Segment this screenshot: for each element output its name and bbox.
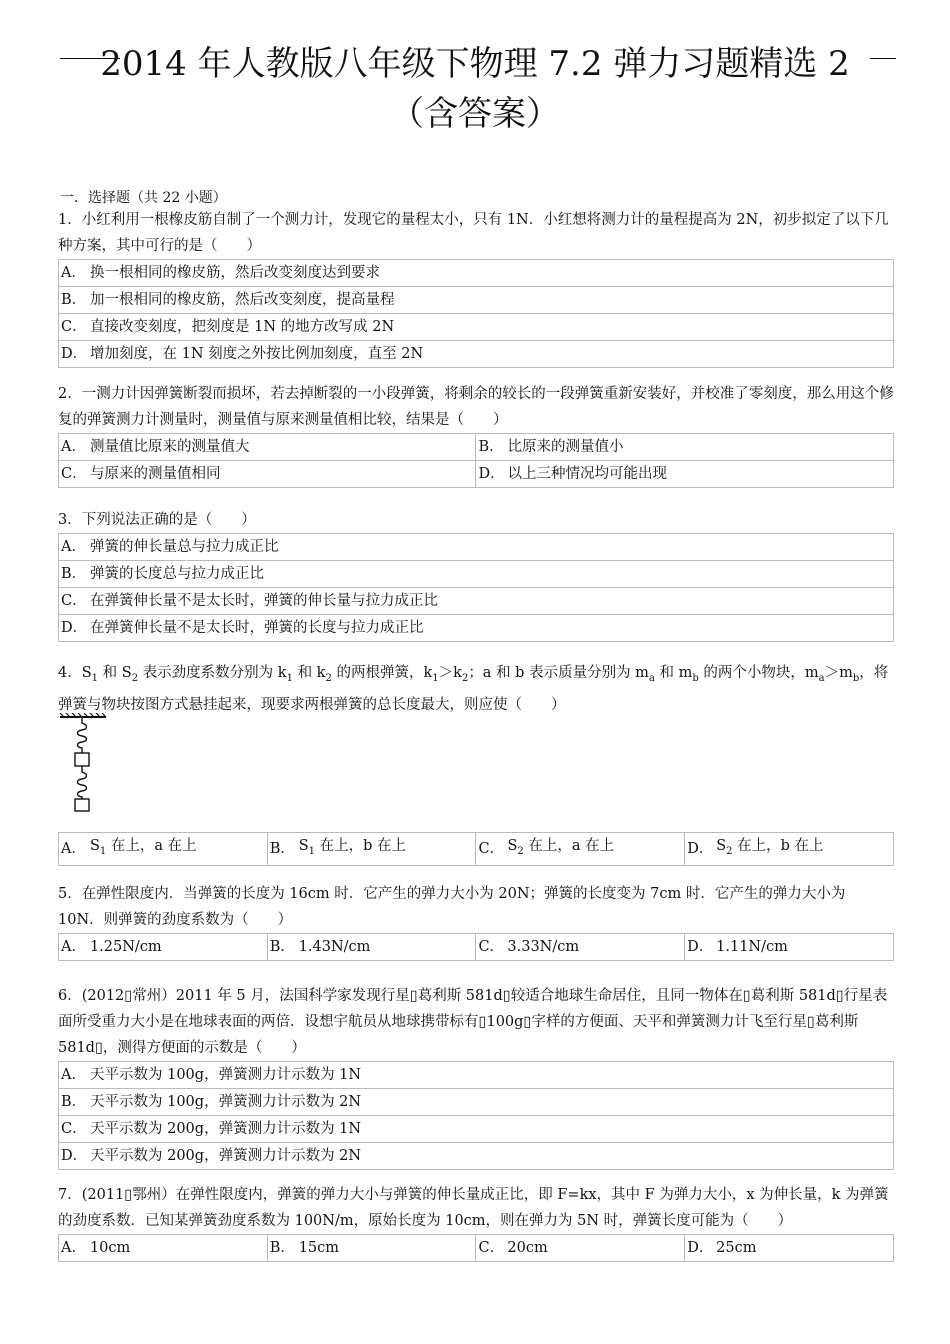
options-table bbox=[58, 259, 894, 368]
option-d[interactable]: 以上三种情况均可能出现 bbox=[505, 461, 893, 488]
option-a[interactable]: 弹簧的伸长量总与拉力成正比 bbox=[88, 534, 894, 561]
question-4 bbox=[58, 660, 894, 718]
question-text: 2．一测力计因弹簧断裂而损坏，若去掉断裂的一小段弹簧，将剩余的较长的一段弹簧重新安装好，并校准了零刻度，那么用这个修复的弹簧测力计测量时，测量值与原来测量值相比较，结果是（ ） bbox=[58, 386, 894, 428]
option-d[interactable]: 25cm bbox=[714, 1235, 893, 1262]
option-label: B． bbox=[267, 833, 296, 866]
section-heading: 一．选择题（共 22 小题） bbox=[60, 190, 227, 206]
option-label: A． bbox=[59, 434, 88, 461]
question-4-options bbox=[58, 832, 894, 866]
question-7 bbox=[58, 1182, 894, 1262]
option-d[interactable]: 1.11N/cm bbox=[714, 934, 893, 961]
option-label: A． bbox=[59, 1062, 89, 1089]
option-c[interactable]: $S_2$ 在上，a 在上 bbox=[505, 833, 684, 866]
option-c[interactable]: 在弹簧伸长量不是太长时，弹簧的伸长量与拉力成正比 bbox=[88, 588, 894, 615]
question-1 bbox=[58, 207, 894, 368]
option-b[interactable]: 天平示数为 100g，弹簧测力计示数为 2N bbox=[88, 1089, 894, 1116]
option-d[interactable]: 天平示数为 200g，弹簧测力计示数为 2N bbox=[88, 1143, 894, 1170]
page-title: 2014 年人教版八年级下物理 7.2 弹力习题精选 2 bbox=[100, 44, 850, 84]
option-label: C． bbox=[476, 833, 505, 866]
option-label: D． bbox=[59, 341, 89, 368]
option-a[interactable]: 天平示数为 100g，弹簧测力计示数为 1N bbox=[88, 1062, 894, 1089]
option-c[interactable]: 20cm bbox=[505, 1235, 684, 1262]
question-text: 6．(2012▯常州）2011 年 5 月，法国科学家发现行星▯葛利斯 581d▯较适合地球生命居住，且同一物体在▯葛利斯 581d▯行星表面所受重力大小是在地球表面的两倍．设想宇航员从地球携带标有▯100g▯字样的方便面、天平和弹簧测力计飞至行星▯葛利斯 581d▯，测得方便面的示数是（ ） bbox=[58, 988, 888, 1056]
option-label: C． bbox=[476, 934, 505, 961]
option-label: C． bbox=[59, 461, 88, 488]
options-table bbox=[58, 1061, 894, 1170]
option-label: A． bbox=[59, 534, 89, 561]
option-label: B． bbox=[267, 934, 296, 961]
page-subtitle: （含答案） bbox=[390, 94, 560, 134]
spring-diagram-figure bbox=[58, 713, 114, 813]
option-c[interactable]: 直接改变刻度，把刻度是 1N 的地方改写成 2N bbox=[88, 314, 894, 341]
option-a[interactable]: $S_1$ 在上，a 在上 bbox=[88, 833, 267, 866]
question-3 bbox=[58, 507, 894, 642]
option-label: B． bbox=[59, 561, 89, 588]
option-label: A． bbox=[59, 934, 88, 961]
option-c[interactable]: 与原来的测量值相同 bbox=[88, 461, 476, 488]
option-d[interactable]: $S_2$ 在上，b 在上 bbox=[714, 833, 893, 866]
option-label: A． bbox=[59, 260, 89, 287]
option-b[interactable]: 比原来的测量值小 bbox=[505, 434, 893, 461]
question-6 bbox=[58, 983, 894, 1170]
option-c[interactable]: 天平示数为 200g，弹簧测力计示数为 1N bbox=[88, 1116, 894, 1143]
option-label: C． bbox=[59, 1116, 89, 1143]
option-label: A． bbox=[59, 833, 88, 866]
options-table bbox=[58, 433, 894, 488]
question-text: 5．在弹性限度内．当弹簧的长度为 16cm 时．它产生的弹力大小为 20N；弹簧的长度变为 7cm 时．它产生的弹力大小为 10N．则弹簧的劲度系数为（ ） bbox=[58, 886, 846, 928]
option-b[interactable]: $S_1$ 在上，b 在上 bbox=[297, 833, 476, 866]
option-d[interactable]: 在弹簧伸长量不是太长时，弹簧的长度与拉力成正比 bbox=[88, 615, 894, 642]
options-table bbox=[58, 533, 894, 642]
option-b[interactable]: 15cm bbox=[297, 1235, 476, 1262]
options-table bbox=[58, 1234, 894, 1262]
option-label: C． bbox=[59, 314, 89, 341]
option-label: B． bbox=[267, 1235, 296, 1262]
question-text: 7．(2011▯鄂州）在弹性限度内，弹簧的弹力大小与弹簧的伸长量成正比，即 F=kx，其中 F 为弹力大小，x 为伸长量，k 为弹簧的劲度系数．已知某弹簧劲度系数为 100N/m，原始长度为 10cm，则在弹力为 5N 时，弹簧长度可能为（ ） bbox=[58, 1187, 889, 1229]
option-label: D． bbox=[59, 615, 89, 642]
question-text: 3．下列说法正确的是（ ） bbox=[58, 512, 256, 528]
option-label: C． bbox=[59, 588, 89, 615]
option-d[interactable]: 增加刻度，在 1N 刻度之外按比例加刻度，直至 2N bbox=[88, 341, 894, 368]
option-a[interactable]: 测量值比原来的测量值大 bbox=[88, 434, 476, 461]
option-b[interactable]: 弹簧的长度总与拉力成正比 bbox=[88, 561, 894, 588]
options-table bbox=[58, 933, 894, 961]
option-a[interactable]: 10cm bbox=[88, 1235, 267, 1262]
option-label: D． bbox=[685, 934, 714, 961]
option-label: D． bbox=[685, 833, 714, 866]
question-2 bbox=[58, 381, 894, 488]
option-label: B． bbox=[59, 287, 89, 314]
option-label: B． bbox=[59, 1089, 89, 1116]
question-text: 4．$S_1$ 和 $S_2$ 表示劲度系数分别为 $k_1$ 和 $k_2$ 的两根弹簧，$k_1>k_2$；a 和 b 表示质量分别为 $m_a$ 和 $m_b$ 的两个小物块，$m_a>m_b$，将弹簧与物块按图方式悬挂起来，现要求两根弹簧的总长度最大，则应使（ ） bbox=[58, 665, 889, 713]
option-label: B． bbox=[476, 434, 505, 461]
option-a[interactable]: 换一根相同的橡皮筋，然后改变刻度达到要求 bbox=[88, 260, 894, 287]
option-c[interactable]: 3.33N/cm bbox=[505, 934, 684, 961]
option-label: D． bbox=[59, 1143, 89, 1170]
option-b[interactable]: 1.43N/cm bbox=[297, 934, 476, 961]
option-label: D． bbox=[685, 1235, 714, 1262]
option-label: D． bbox=[476, 461, 505, 488]
option-label: C． bbox=[476, 1235, 505, 1262]
option-b[interactable]: 加一根相同的橡皮筋，然后改变刻度，提高量程 bbox=[88, 287, 894, 314]
question-text: 1．小红利用一根橡皮筋自制了一个测力计，发现它的量程太小，只有 1N．小红想将测力计的量程提高为 2N，初步拟定了以下几种方案，其中可行的是（ ） bbox=[58, 212, 889, 254]
option-a[interactable]: 1.25N/cm bbox=[88, 934, 267, 961]
option-label: A． bbox=[59, 1235, 88, 1262]
options-table bbox=[58, 832, 894, 866]
question-5 bbox=[58, 881, 894, 961]
